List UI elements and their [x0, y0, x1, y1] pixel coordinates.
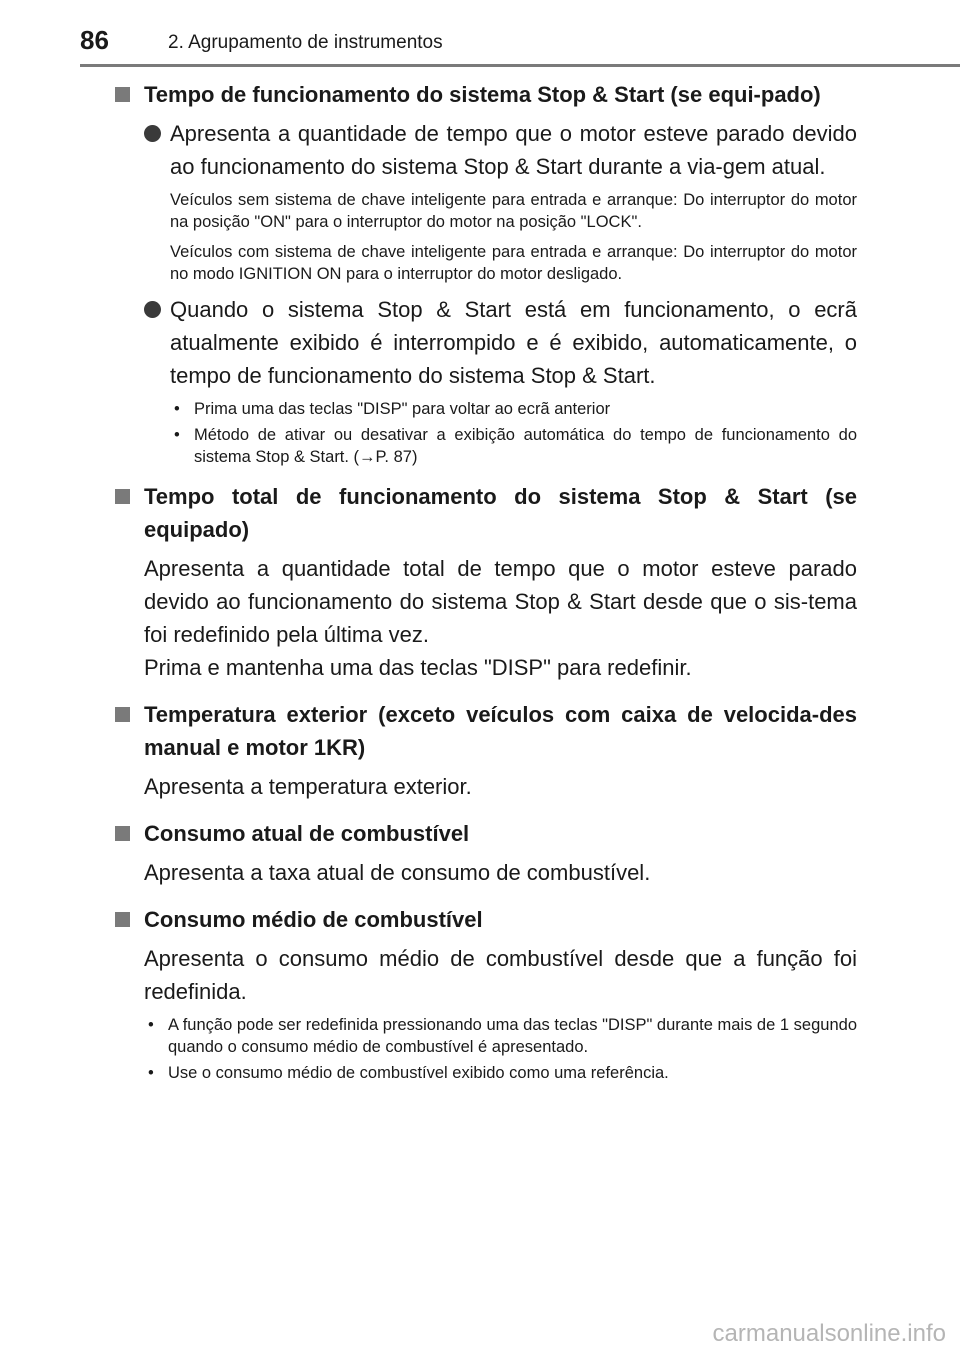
heading-text: Tempo total de funcionamento do sistema Stop & Start (se equipado)	[144, 484, 857, 542]
small-dot-icon: •	[174, 426, 180, 444]
small-dot-icon: •	[148, 1016, 154, 1034]
square-bullet-icon	[115, 707, 130, 722]
sub-bullet-item	[112, 1014, 857, 1058]
small-dot-icon: •	[174, 400, 180, 418]
chapter-title: 2. Agrupamento de instrumentos	[168, 32, 443, 53]
body-paragraph: Apresenta a temperatura exterior.	[144, 774, 472, 799]
sub-bullet-item	[112, 398, 857, 420]
page-content	[112, 78, 857, 1088]
heading-text: Tempo de funcionamento do sistema Stop & Start (se equi-pado)	[144, 82, 821, 107]
sub-bullet-text: Prima uma das teclas "DISP" para voltar ao ecrã anterior	[194, 400, 611, 418]
body-paragraph: Prima e mantenha uma das teclas "DISP" para redefinir.	[144, 655, 692, 680]
page-header	[0, 0, 960, 70]
square-bullet-icon	[115, 87, 130, 102]
bullet-text: Apresenta a quantidade de tempo que o motor esteve parado devido ao funcionamento do sistema Stop & Start durante a via-gem atual.	[170, 121, 857, 179]
bullet-text: Quando o sistema Stop & Start está em funcionamento, o ecrã atualmente exibido é interrompido e é exibido, automaticamente, o tempo de funcionamento do sistema Stop & Start.	[170, 297, 857, 388]
body-paragraph: Apresenta a quantidade total de tempo que o motor esteve parado devido ao funcionamento do sistema Stop & Start desde que o sis-tema foi redefinido pela última vez.	[144, 556, 857, 647]
section-heading	[112, 698, 857, 764]
sub-bullet-text: A função pode ser redefinida pressionando uma das teclas "DISP" durante mais de 1 segundo quando o consumo médio de combustível é apresentado.	[168, 1016, 857, 1056]
sub-bullet-item	[112, 1062, 857, 1084]
heading-text: Consumo médio de combustível	[144, 907, 483, 932]
sub-bullet-text: Use o consumo médio de combustível exibido como uma referência.	[168, 1064, 669, 1082]
heading-text: Consumo atual de combustível	[144, 821, 470, 846]
section-heading	[112, 817, 857, 850]
bullet-item	[112, 293, 857, 392]
section-heading	[112, 903, 857, 936]
section-heading	[112, 78, 857, 111]
circle-bullet-icon	[144, 301, 161, 318]
square-bullet-icon	[115, 489, 130, 504]
sub-bullet-item	[112, 424, 857, 468]
square-bullet-icon	[115, 826, 130, 841]
bullet-item	[112, 117, 857, 183]
heading-text: Temperatura exterior (exceto veículos com caixa de velocida-des manual e motor 1KR)	[144, 702, 857, 760]
circle-bullet-icon	[144, 125, 161, 142]
sub-bullet-text: Método de ativar ou desativar a exibição automática do tempo de funcionamento do sistema Stop & Start. (→P. 87)	[194, 426, 857, 466]
note-paragraph: Veículos sem sistema de chave inteligente para entrada e arranque: Do interruptor do motor na posição "ON" para o interruptor do motor na posição "LOCK".	[170, 191, 857, 231]
square-bullet-icon	[115, 912, 130, 927]
page-number: 86	[80, 25, 109, 55]
body-paragraph: Apresenta a taxa atual de consumo de combustível.	[144, 860, 651, 885]
watermark: carmanualsonline.info	[712, 1320, 946, 1347]
section-heading	[112, 480, 857, 546]
small-dot-icon: •	[148, 1064, 154, 1082]
header-divider	[80, 64, 960, 67]
body-paragraph: Apresenta o consumo médio de combustível desde que a função foi redefinida.	[144, 946, 857, 1004]
note-paragraph: Veículos com sistema de chave inteligente para entrada e arranque: Do interruptor do motor no modo IGNITION ON para o interruptor do motor desligado.	[170, 243, 857, 283]
